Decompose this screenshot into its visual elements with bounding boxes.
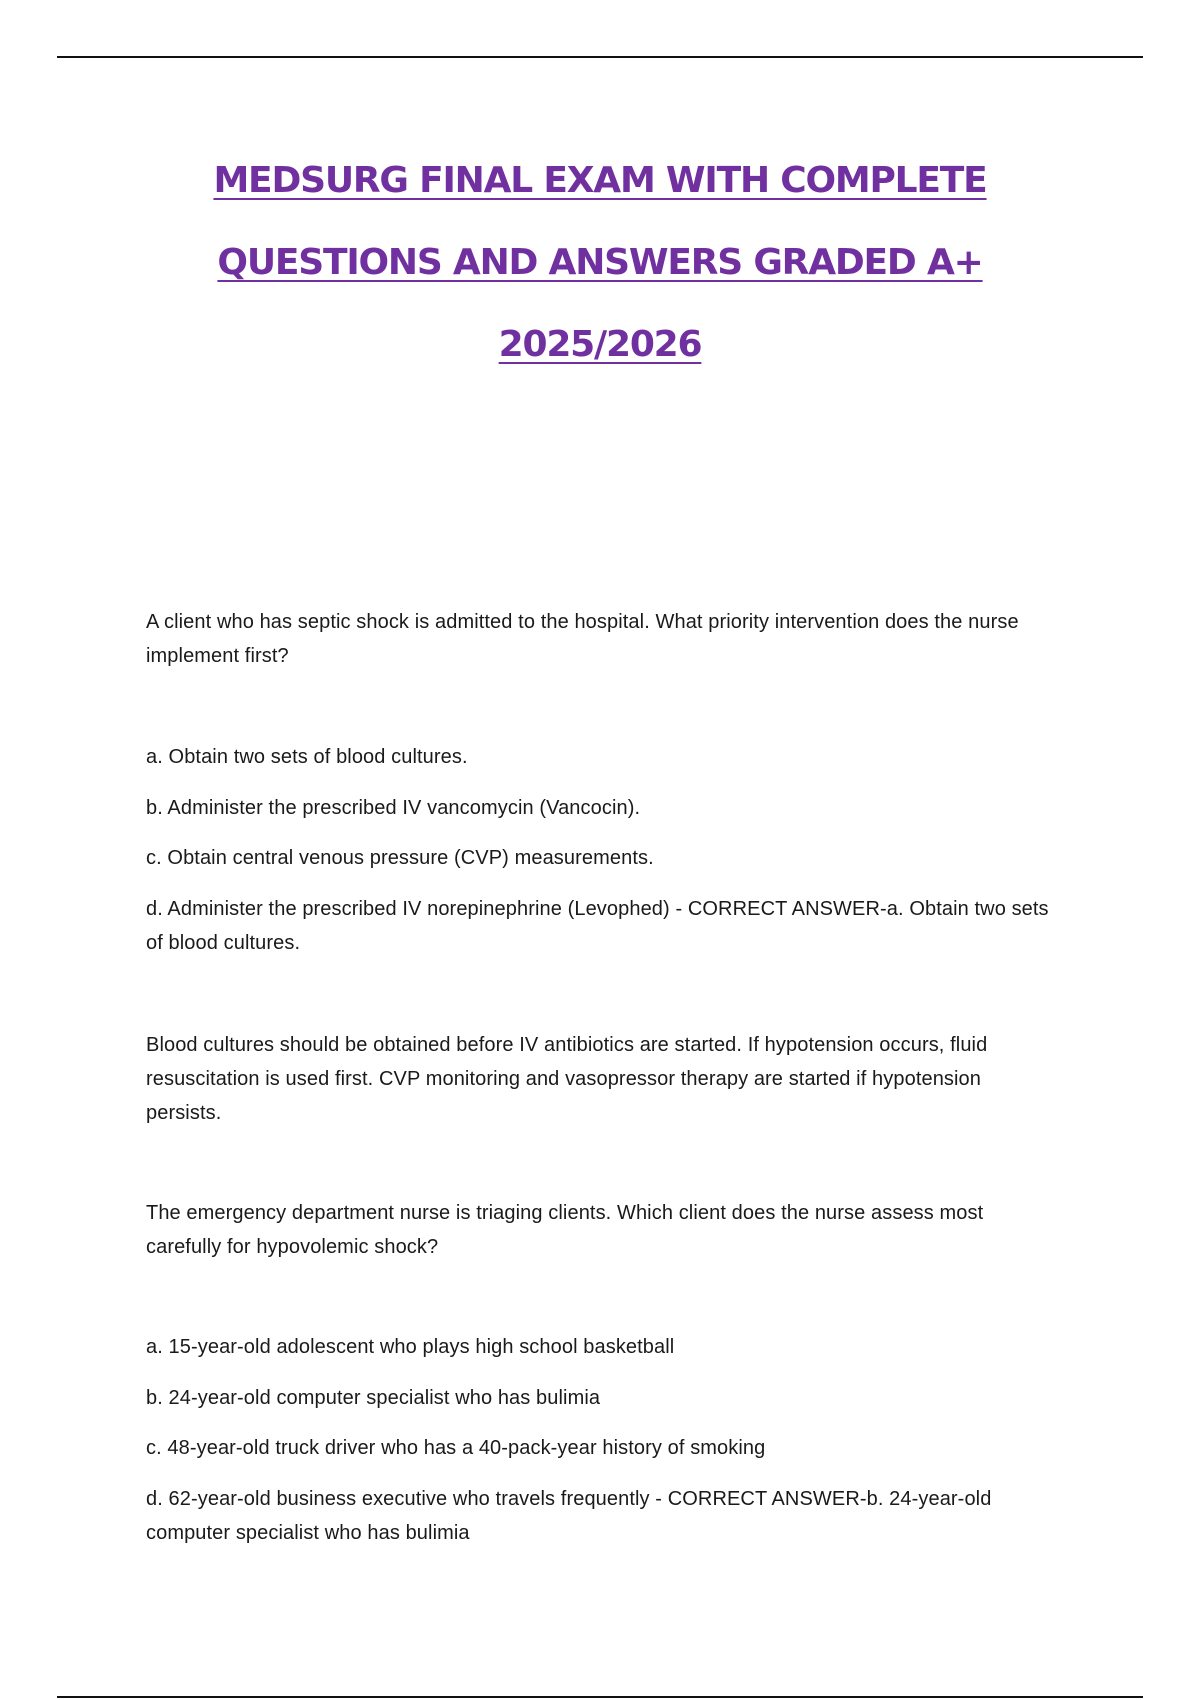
option-d-with-answer: d. Administer the prescribed IV norepinephrine (Levophed) - CORRECT ANSWER-a. Obtain two sets of blood cultures. (146, 898, 1049, 954)
top-rule (57, 56, 1143, 58)
option-d-with-answer: d. 62-year-old business executive who travels frequently - CORRECT ANSWER-b. 24-year-old computer specialist who has bulimia (146, 1488, 992, 1544)
question-2-option-c (146, 1431, 1056, 1465)
document-title (0, 140, 1200, 386)
option-b: b. Administer the prescribed IV vancomycin (Vancocin). (146, 797, 641, 819)
rationale-text: Blood cultures should be obtained before IV antibiotics are started. If hypotension occurs, fluid resuscitation is used first. CVP monitoring and vasopressor therapy are started if hypotension persists. (146, 1034, 988, 1124)
question-2-option-d (146, 1482, 1056, 1550)
question-text: A client who has septic shock is admitted to the hospital. What priority intervention does the nurse implement first? (146, 611, 1019, 667)
title-line-3: 2025/2026 (498, 324, 702, 365)
title-line-1: MEDSURG FINAL EXAM WITH COMPLETE (213, 160, 987, 201)
question-1-rationale (146, 1028, 1056, 1130)
option-a: a. Obtain two sets of blood cultures. (146, 746, 468, 768)
option-c: c. 48-year-old truck driver who has a 40-pack-year history of smoking (146, 1437, 766, 1459)
question-1-option-c (146, 841, 1056, 875)
question-1-option-a (146, 740, 1056, 774)
option-a: a. 15-year-old adolescent who plays high school basketball (146, 1336, 675, 1358)
question-2-option-b (146, 1381, 1056, 1415)
question-2-stem (146, 1196, 1056, 1264)
option-c: c. Obtain central venous pressure (CVP) measurements. (146, 847, 654, 869)
question-2-option-a (146, 1330, 1056, 1364)
title-line-2: QUESTIONS AND ANSWERS GRADED A+ (217, 242, 983, 283)
question-1-option-d (146, 892, 1056, 960)
question-1-option-b (146, 791, 1056, 825)
bottom-rule (57, 1696, 1143, 1698)
question-1-stem (146, 605, 1056, 673)
question-text: The emergency department nurse is triaging clients. Which client does the nurse assess most carefully for hypovolemic shock? (146, 1202, 984, 1258)
option-b: b. 24-year-old computer specialist who has bulimia (146, 1387, 601, 1409)
